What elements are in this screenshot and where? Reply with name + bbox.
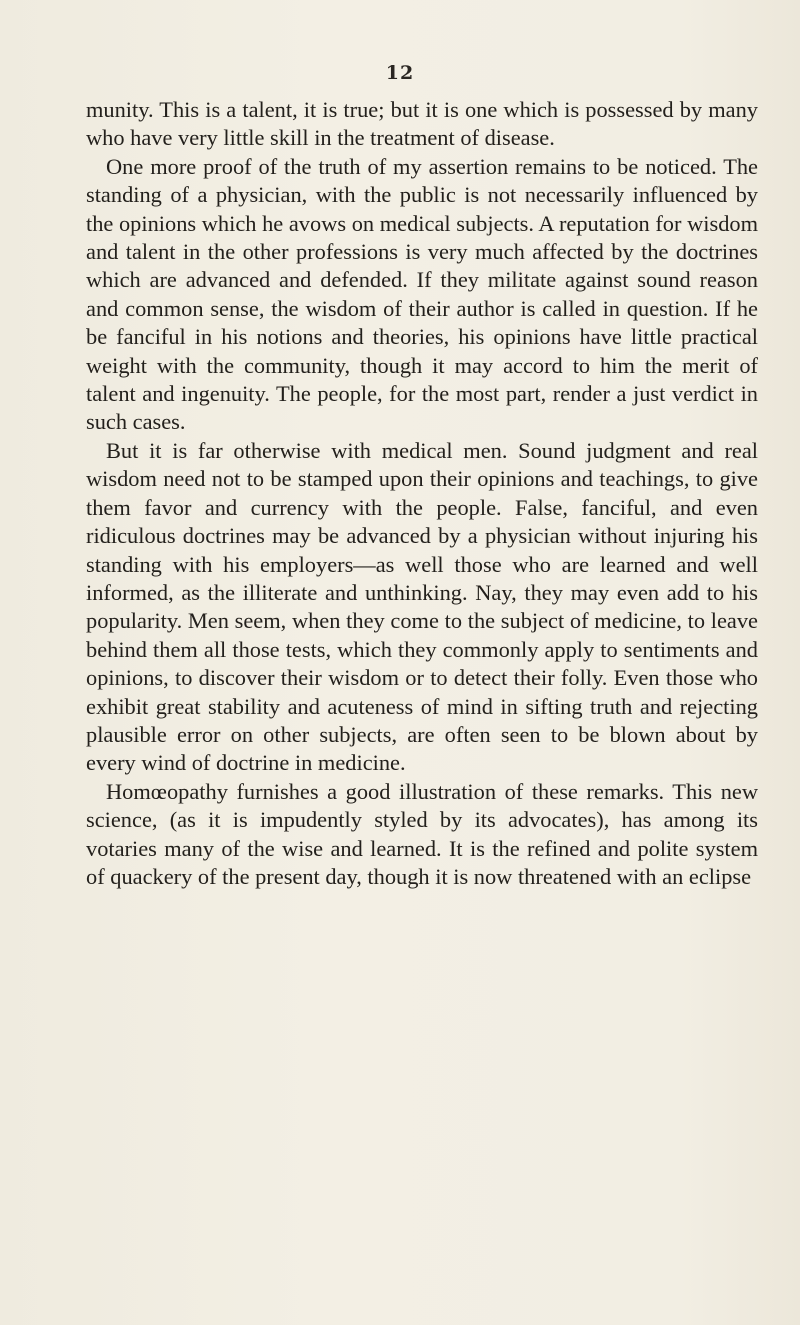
body-text — [86, 96, 758, 891]
paragraph-3: But it is far otherwise with medical men. Sound judgment and real wisdom need not to be stamped upon their opinions and teachings, to give them favor and currency with the people. False, fanciful, and even ridiculous doctrines may be advanced by a physician without injuring his standing with his employers—as well those who are learned and well informed, as the illiterate and unthinking. Nay, they may even add to his popularity. Men seem, when they come to the subject of medicine, to leave behind them all those tests, which they commonly apply to sentiments and opinions, to discover their wisdom or to detect their folly. Even those who exhibit great stability and acuteness of mind in sifting truth and rejecting plausible error on other subjects, are often seen to be blown about by every wind of doctrine in medicine. — [86, 437, 758, 776]
page-number: 12 — [385, 62, 415, 84]
paragraph-1: munity. This is a talent, it is true; but it is one which is possessed by many who have very little skill in the treatment of disease. — [86, 97, 758, 151]
paragraph-4: Homœopathy furnishes a good illustration of these remarks. This new science, (as it is impudently styled by its advocates), has among its votaries many of the wise and learned. It is the refined and polite system of quackery of the present day, though it is now threatened with an eclipse — [86, 778, 758, 889]
paragraph-2: One more proof of the truth of my assertion remains to be noticed. The standing of a physician, with the public is not necessarily influenced by the opinions which he avows on medical subjects. A reputation for wisdom and talent in the other professions is very much affected by the doctrines which are advanced and defended. If they militate against sound reason and common sense, the wisdom of their author is called in question. If he be fanciful in his notions and theories, his opinions have little practical weight with the community, though it may accord to him the merit of talent and ingenuity. The people, for the most part, render a just verdict in such cases. — [86, 153, 758, 435]
